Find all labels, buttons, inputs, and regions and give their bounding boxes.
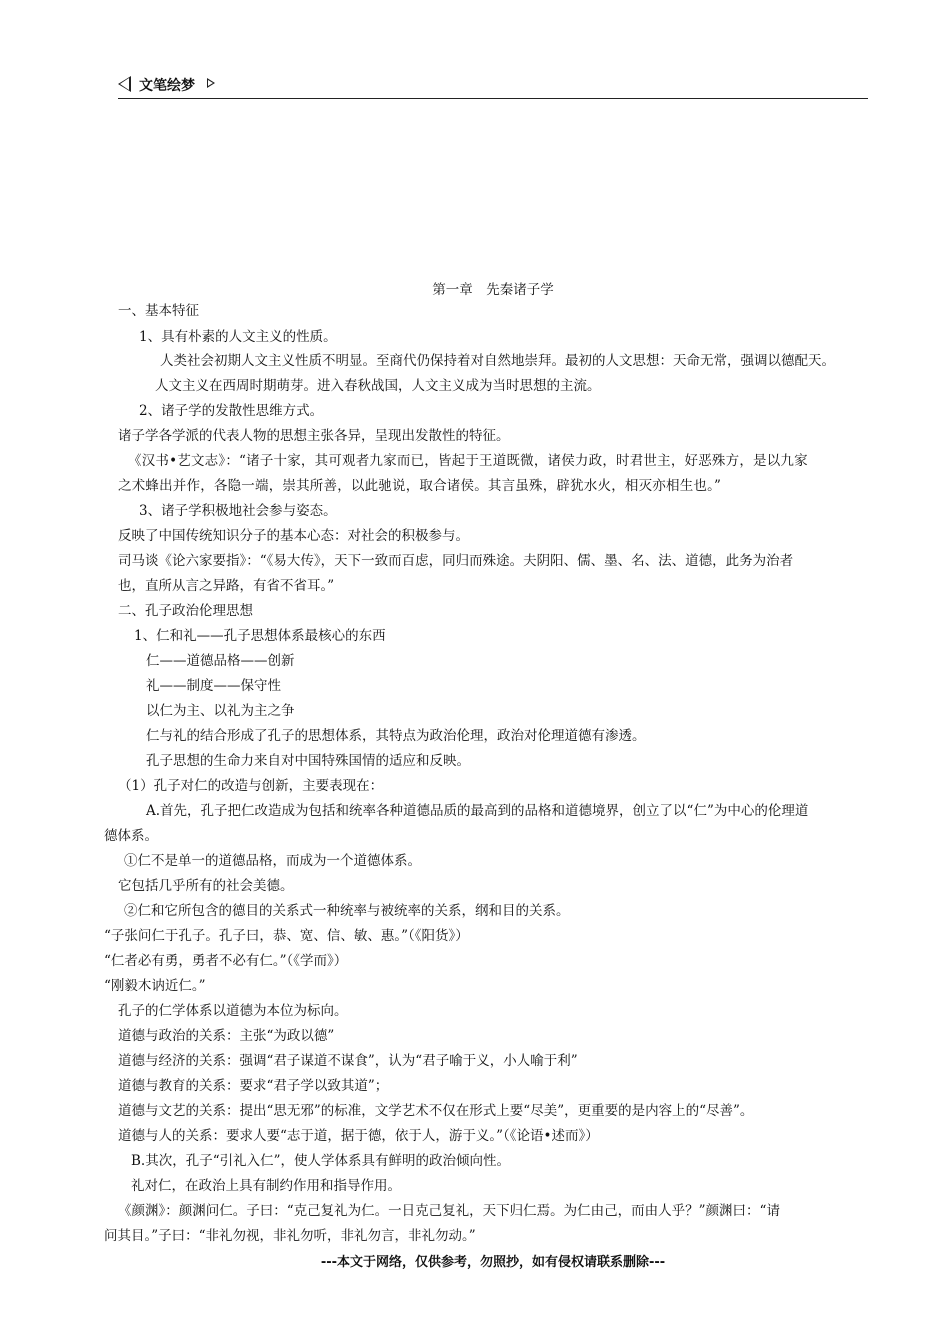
text-line: 也，直所从言之异路，有省不省耳。” (118, 578, 335, 594)
text-line: 《汉书•艺文志》：“诸子十家，其可观者九家而已，皆起于王道既微，诸侯力政，时君世主，好恶殊方，是以九家 (128, 453, 808, 469)
text-line: 仁与礼的结合形成了孔子的思想体系，其特点为政治伦理，政治对伦理道德有渗透。 (146, 728, 646, 744)
text-line: 它包括几乎所有的社会美德。 (118, 878, 294, 894)
text-line: 1、具有朴素的人文主义的性质。 (139, 329, 337, 345)
footer-disclaimer: ---本文于网络，仅供参考，勿照抄，如有侵权请联系删除--- (320, 1255, 666, 1270)
text-line: “刚毅木讷近仁。” (104, 978, 206, 994)
text-line: 以仁为主、以礼为主之争 (146, 703, 295, 719)
page-header (118, 72, 868, 99)
text-line: 诸子学各学派的代表人物的思想主张各异，呈现出发散性的特征。 (118, 428, 510, 444)
text-line: A.首先，孔子把仁改造成为包括和统率各种道德品质的最高到的品格和道德境界，创立了以“仁”为中心的伦理道 (146, 803, 809, 819)
triangle-right-icon (207, 78, 215, 88)
text-line: 反映了中国传统知识分子的基本心态：对社会的积极参与。 (118, 528, 469, 544)
text-line: 3、诸子学积极地社会参与姿态。 (139, 503, 337, 519)
text-line: ②仁和它所包含的德目的关系式一种统率与被统率的关系，纲和目的关系。 (124, 903, 570, 919)
text-line: B.其次，孔子“引礼入仁”，使人学体系具有鲜明的政治倾向性。 (131, 1153, 511, 1169)
text-line: 礼对仁，在政治上具有制约作用和指导作用。 (131, 1178, 401, 1194)
text-line: “子张问仁于孔子。孔子曰，恭、宽、信、敏、惠。”（《阳货》） (104, 928, 469, 944)
text-line: 《颜渊》：颜渊问仁。子曰：“克己复礼为仁。一日克己复礼，天下归仁焉。为仁由己，而由人乎？”颜渊曰：“请 (118, 1203, 780, 1219)
text-line: 道德与经济的关系：强调“君子谋道不谋食”，认为“君子喻于义，小人喻于利” (118, 1053, 578, 1069)
text-line: 1、仁和礼——孔子思想体系最核心的东西 (134, 628, 386, 644)
text-line: 司马谈《论六家要指》：“《易大传》，天下一致而百虑，同归而殊途。夫阴阳、儒、墨、名、法、道德，此务为治者 (118, 553, 794, 569)
text-line: 德体系。 (104, 828, 158, 844)
text-line: 道德与文艺的关系：提出“思无邪”的标准，文学艺术不仅在形式上要“尽美”，更重要的是内容上的“尽善”。 (118, 1103, 754, 1119)
text-line: ①仁不是单一的道德品格，而成为一个道德体系。 (124, 853, 421, 869)
text-line: 仁——道德品格——创新 (146, 653, 295, 669)
text-line: 一、基本特征 (118, 303, 199, 319)
text-line: 人文主义在西周时期萌芽。进入春秋战国，人文主义成为当时思想的主流。 (155, 378, 601, 394)
text-line: 孔子思想的生命力来自对中国特殊国情的适应和反映。 (146, 753, 470, 769)
text-line: 孔子的仁学体系以道德为本位为标向。 (118, 1003, 348, 1019)
header-brand: 文笔绘梦 (139, 78, 195, 94)
text-line: 道德与政治的关系：主张“为政以德” (118, 1028, 335, 1044)
text-line: 二、孔子政治伦理思想 (118, 603, 253, 619)
text-line: “仁者必有勇，勇者不必有仁。”（《学而》） (104, 953, 348, 969)
chapter-title: 第一章 先秦诸子学 (432, 282, 554, 298)
text-line: 人类社会初期人文主义性质不明显。至商代仍保持着对自然地崇拜。最初的人文思想：天命无常，强调以德配天。 (160, 353, 835, 369)
text-line: （1）孔子对仁的改造与创新，主要表现在： (118, 778, 384, 794)
text-line: 之术蜂出并作，各隐一端，崇其所善，以此驰说，取合诸侯。其言虽殊，辟犹水火，相灭亦相生也。” (118, 478, 722, 494)
text-line: 道德与教育的关系：要求“君子学以致其道”； (118, 1078, 389, 1094)
text-line: 问其目。”子曰：“非礼勿视，非礼勿听，非礼勿言，非礼勿动。” (104, 1228, 476, 1244)
text-line: 道德与人的关系：要求人要“志于道，据于德，依于人，游于义。”（《论语•述而》） (118, 1128, 599, 1144)
text-line: 礼——制度——保守性 (146, 678, 281, 694)
text-line: 2、诸子学的发散性思维方式。 (139, 403, 324, 419)
triangle-left-icon (118, 76, 131, 92)
